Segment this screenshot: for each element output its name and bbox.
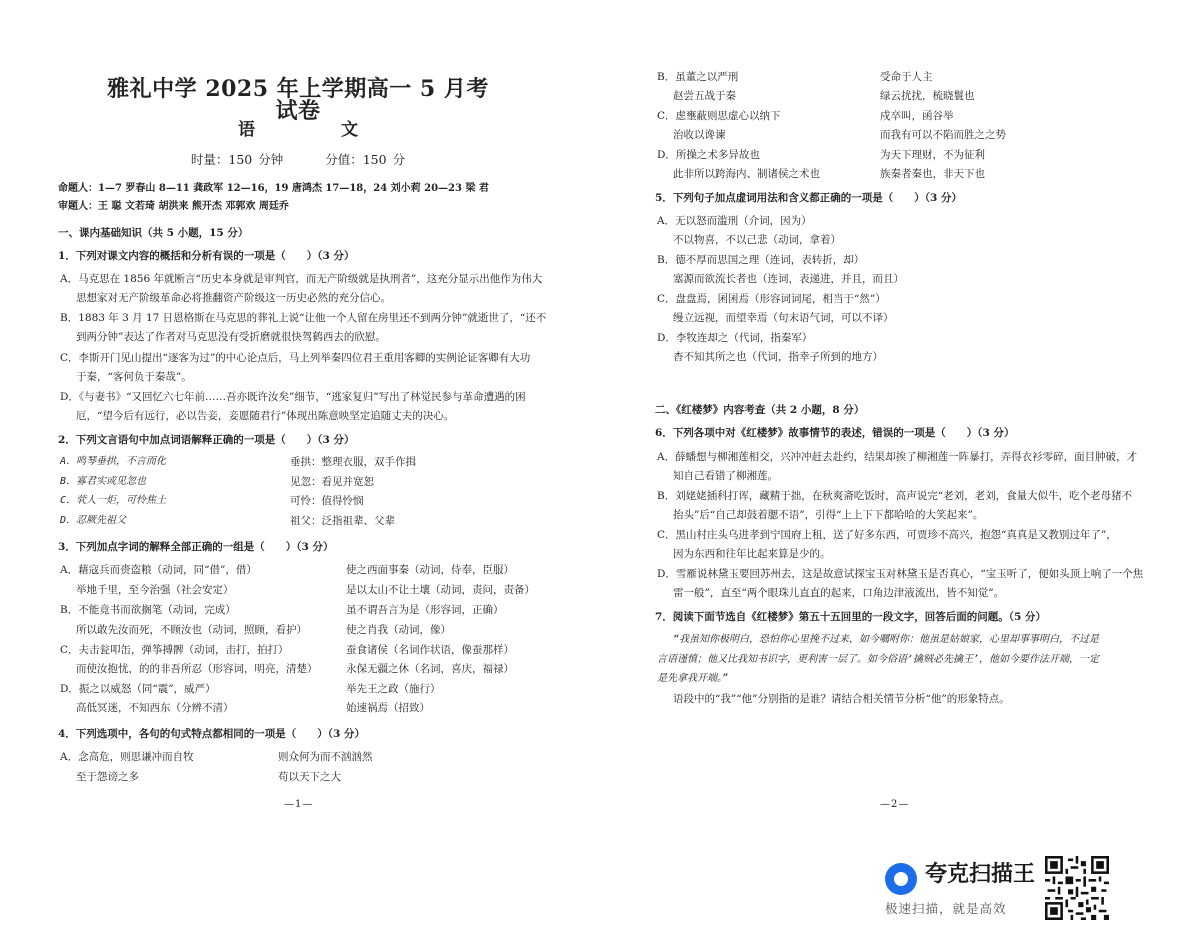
q5-line: 缦立远视，而望幸焉（句末语气词，可以不译）: [673, 312, 894, 324]
q1-line: 思想家对无产阶级革命必将推翻资产阶级这一历史必然的充分信心。: [76, 292, 391, 304]
q6-line: 知自己看错了柳湘莲。: [673, 470, 778, 482]
q5-line: 不以物喜，不以己悲（动词，拿着）: [673, 234, 841, 246]
setters-line: 命题人：1—7 罗春山 8—11 龚政军 12—16，19 唐鸿杰 17—18，24 刘小莉 20—23 梁 君: [58, 183, 489, 194]
q3-item: 蚕食诸侯（名词作状语，像蚕那样）: [346, 644, 514, 656]
q5-line: 塞源而欲流长者也（连词，表递进，并且，而且）: [673, 273, 904, 285]
q5-line: A．无以怒而滥刑（介词，因为）: [657, 215, 812, 227]
q2-gloss: 见忽：看见并宽恕: [290, 476, 374, 488]
reviewers-line: 审题人：王 聪 文若琦 胡洪来 熊开杰 邓郭欢 周廷乔: [58, 201, 289, 212]
q6-line: B．刘姥姥插科打诨，藏精于拙，在秋爽斋吃饭时，高声说完“老刘，老刘，食量大似牛，吃个老母猪不: [657, 490, 1133, 502]
q4-item: 族秦者秦也，非天下也: [880, 168, 985, 180]
q6-line: 抬头”后“自己却鼓着腮不语”，引得“上上下下都哈哈的大笑起来”。: [673, 509, 984, 521]
q4-item: C．虑壅蔽则思虚心以纳下: [657, 110, 781, 122]
total-score: 分值：150 分: [325, 152, 406, 167]
q3-item: 使之肖我（动词，像）: [346, 624, 451, 636]
q3-item: 始速祸焉（招致）: [346, 702, 430, 714]
scanner-app-name: 夸克扫描王: [925, 862, 1036, 887]
exam-title: 雅礼中学 2025 年上学期高一 5 月考试卷: [107, 76, 489, 124]
scanner-logo-icon: [885, 863, 917, 895]
q7-quote-line: 是先拿我开端。”: [657, 673, 729, 684]
q4-item: 为天下理财，不为征利: [880, 149, 985, 161]
q6-line: A．薛蟠想与柳湘莲相交，兴冲冲赶去赴约，结果却挨了柳湘莲一阵暴打，弄得衣衫零碎，面目肿破，才: [657, 451, 1138, 463]
q2-gloss: 垂拱：整理衣服，双手作揖: [290, 456, 416, 468]
section-1-heading: 一、课内基础知识（共 5 小题，15 分）: [58, 227, 249, 239]
q5-line: 杳不知其所之也（代词，指幸子所到的地方）: [673, 351, 883, 363]
q7-question: 语段中的“我”“他”分别指的是谁？请结合相关情节分析“他”的形象特点。: [673, 693, 1010, 705]
q5-stem: 5．下列句子加点虚词用法和含义都正确的一项是（ ）（3 分）: [655, 192, 963, 204]
q3-item: A．藉寇兵而赍盗粮（动词，同“借”，借）: [60, 564, 257, 576]
q1-line: D．《与妻书》“又回忆六七年前……吾亦既许汝矣”细节，“逃家复归”写出了林觉民参与革命遭遇的困: [60, 391, 526, 403]
q2-gloss: 可怜：值得怜悯: [290, 495, 364, 507]
q3-item: D．振之以威怒（同“震”，威严）: [60, 683, 216, 695]
q2-gloss: 祖父：泛指祖辈、父辈: [290, 515, 395, 527]
q4-item: 赵尝五战于秦: [673, 90, 736, 102]
q4-stem: 4．下列选项中，各句的句式特点都相同的一项是（ ）（3 分）: [58, 728, 366, 740]
q1-line: 到两分钟”表达了作者对马克思没有受折磨就很快驾鹤西去的欣慰。: [76, 331, 386, 343]
q1-line: 于秦，“客何负于秦哉”。: [76, 371, 192, 383]
q4-item: 绿云扰扰，梳晓鬟也: [880, 90, 975, 102]
q7-quote-line: “我虽知你极明白，恐怕你心里挽不过来，如今嘱咐你：他虽是姑娘家，心里却事事明白，不过是: [673, 634, 1100, 645]
page-number: —2—: [880, 799, 910, 810]
q4-item: 而我有可以不陷而胜之之势: [880, 129, 1006, 141]
q4-item: B．虽董之以严刑: [657, 71, 739, 83]
q3-item: 举地千里，至今治强（社会安定）: [76, 584, 234, 596]
q5-line: B．德不厚而思国之理（连词，表转折，却）: [657, 254, 865, 266]
exam-page-1: [58, 0, 546, 820]
q1-line: 厄，“望今后有远行，必以告妾，妾愿随君行”体现出陈意映坚定追随丈夫的决心。: [76, 410, 455, 422]
q3-item: 举先王之政（施行）: [346, 683, 441, 695]
q3-item: B．不能竟书而欲搁笔（动词，完成）: [60, 604, 236, 616]
q4-item: 受命于人主: [880, 71, 933, 83]
q2-option: C．茕人一炬，可怜焦土: [60, 495, 167, 506]
q3-item: 使之西面事秦（动词，侍奉，臣服）: [346, 564, 514, 576]
q6-stem: 6．下列各项中对《红楼梦》故事情节的表述，错误的一项是（ ）（3 分）: [655, 427, 1015, 439]
q6-line: 因为东西和往年比起来算是少的。: [673, 548, 831, 560]
q2-option: A．鸣琴垂拱，不言而化: [60, 456, 167, 467]
q5-line: D．李牧连却之（代词，指秦军）: [657, 332, 813, 344]
q1-stem: 1．下列对课文内容的概括和分析有误的一项是（ ）（3 分）: [58, 250, 355, 262]
q2-stem: 2．下列文言语句中加点词语解释正确的一项是（ ）（3 分）: [58, 434, 355, 446]
qr-code-icon: [1045, 856, 1109, 920]
q4-item: 治收以谗谏: [673, 129, 726, 141]
q6-line: 雷一般”，直至“两个眼珠儿直直的起来，口角边津液流出，皆不知觉”。: [673, 587, 1005, 599]
q4-item: 戍卒叫，函谷举: [880, 110, 954, 122]
q3-item: 高低冥迷，不知西东（分辨不清）: [76, 702, 234, 714]
q2-option: B．寡君实或见忽也: [60, 476, 147, 487]
q3-item: 虽不谓吾言为是（形容词，正确）: [346, 604, 504, 616]
q6-line: C．黑山村庄头乌进孝到宁国府上租，送了好多东西，可贾珍不高兴，抱怨“真真是又教别过年了”，: [657, 529, 1117, 541]
q6-line: D．雪雁说林黛玉要回苏州去，这是故意试探宝玉对林黛玉是否真心，“宝玉听了，便如头顶上响了一个焦: [657, 568, 1144, 580]
q4-item: 则众何为而不汹汹然: [278, 751, 373, 763]
q3-item: 所以敢先汝而死，不顾汝也（动词，照顾，看护）: [76, 624, 307, 636]
page-number: —1—: [284, 799, 314, 810]
q3-item: C．夫击瓮叩缶，弹筝搏髀（动词，击打，拍打）: [60, 644, 289, 656]
q3-item: 永保无疆之休（名词，喜庆，福禄）: [346, 663, 514, 675]
time-score-line: [98, 154, 498, 167]
scanner-slogan: 极速扫描，就是高效: [885, 901, 1007, 916]
q1-line: A．马克思在 1856 年就断言“历史本身就是审判官，而无产阶级就是执刑者”，这充分显示出他作为伟大: [60, 273, 543, 285]
section-2-heading: 二、《红楼梦》内容考查（共 2 小题，8 分）: [655, 404, 865, 416]
q4-item: 苟以天下之大: [278, 771, 341, 783]
q3-stem: 3．下列加点字词的解释全部正确的一组是（ ）（3 分）: [58, 541, 334, 553]
q7-quote-line: 言语谨慎；他又比我知书识字，更利害一层了。如今俗语‘擒贼必先擒王’，他如今要作法开端，一定: [657, 654, 1100, 665]
q2-option: D．忍厥先祖父: [60, 515, 127, 526]
q7-stem: 7．阅读下面节选自《红楼梦》第五十五回里的一段文字，回答后面的问题。（5 分）: [655, 611, 1047, 623]
q5-line: C．盘盘焉，囷囷焉（形容词词尾，相当于“然”）: [657, 293, 886, 305]
q4-item: A．念高危，则思谦冲而自牧: [60, 751, 194, 763]
q3-item: 而使汝抱忧，的的非吾所忍（形容词，明亮，清楚）: [76, 663, 318, 675]
q1-line: B．1883 年 3 月 17 日恩格斯在马克思的葬礼上说“让他一个人留在房里还不到两分钟”就逝世了，“还不: [60, 312, 547, 324]
q4-item: 此非所以跨海内、制诸侯之术也: [673, 168, 820, 180]
q4-item: D．所操之术多异故也: [657, 149, 760, 161]
q4-item: 至于怨谤之多: [76, 771, 139, 783]
q3-item: 是以太山不让土壤（动词，责问，责备）: [346, 584, 535, 596]
exam-page-2: [655, 0, 1144, 820]
time-limit: 时量：150 分钟: [190, 152, 284, 167]
subject-title: 语 文: [238, 120, 398, 140]
q1-line: C．李斯开门见山提出“逐客为过”的中心论点后，马上列举秦四位君王重用客卿的实例论证客卿有大功: [60, 352, 531, 364]
